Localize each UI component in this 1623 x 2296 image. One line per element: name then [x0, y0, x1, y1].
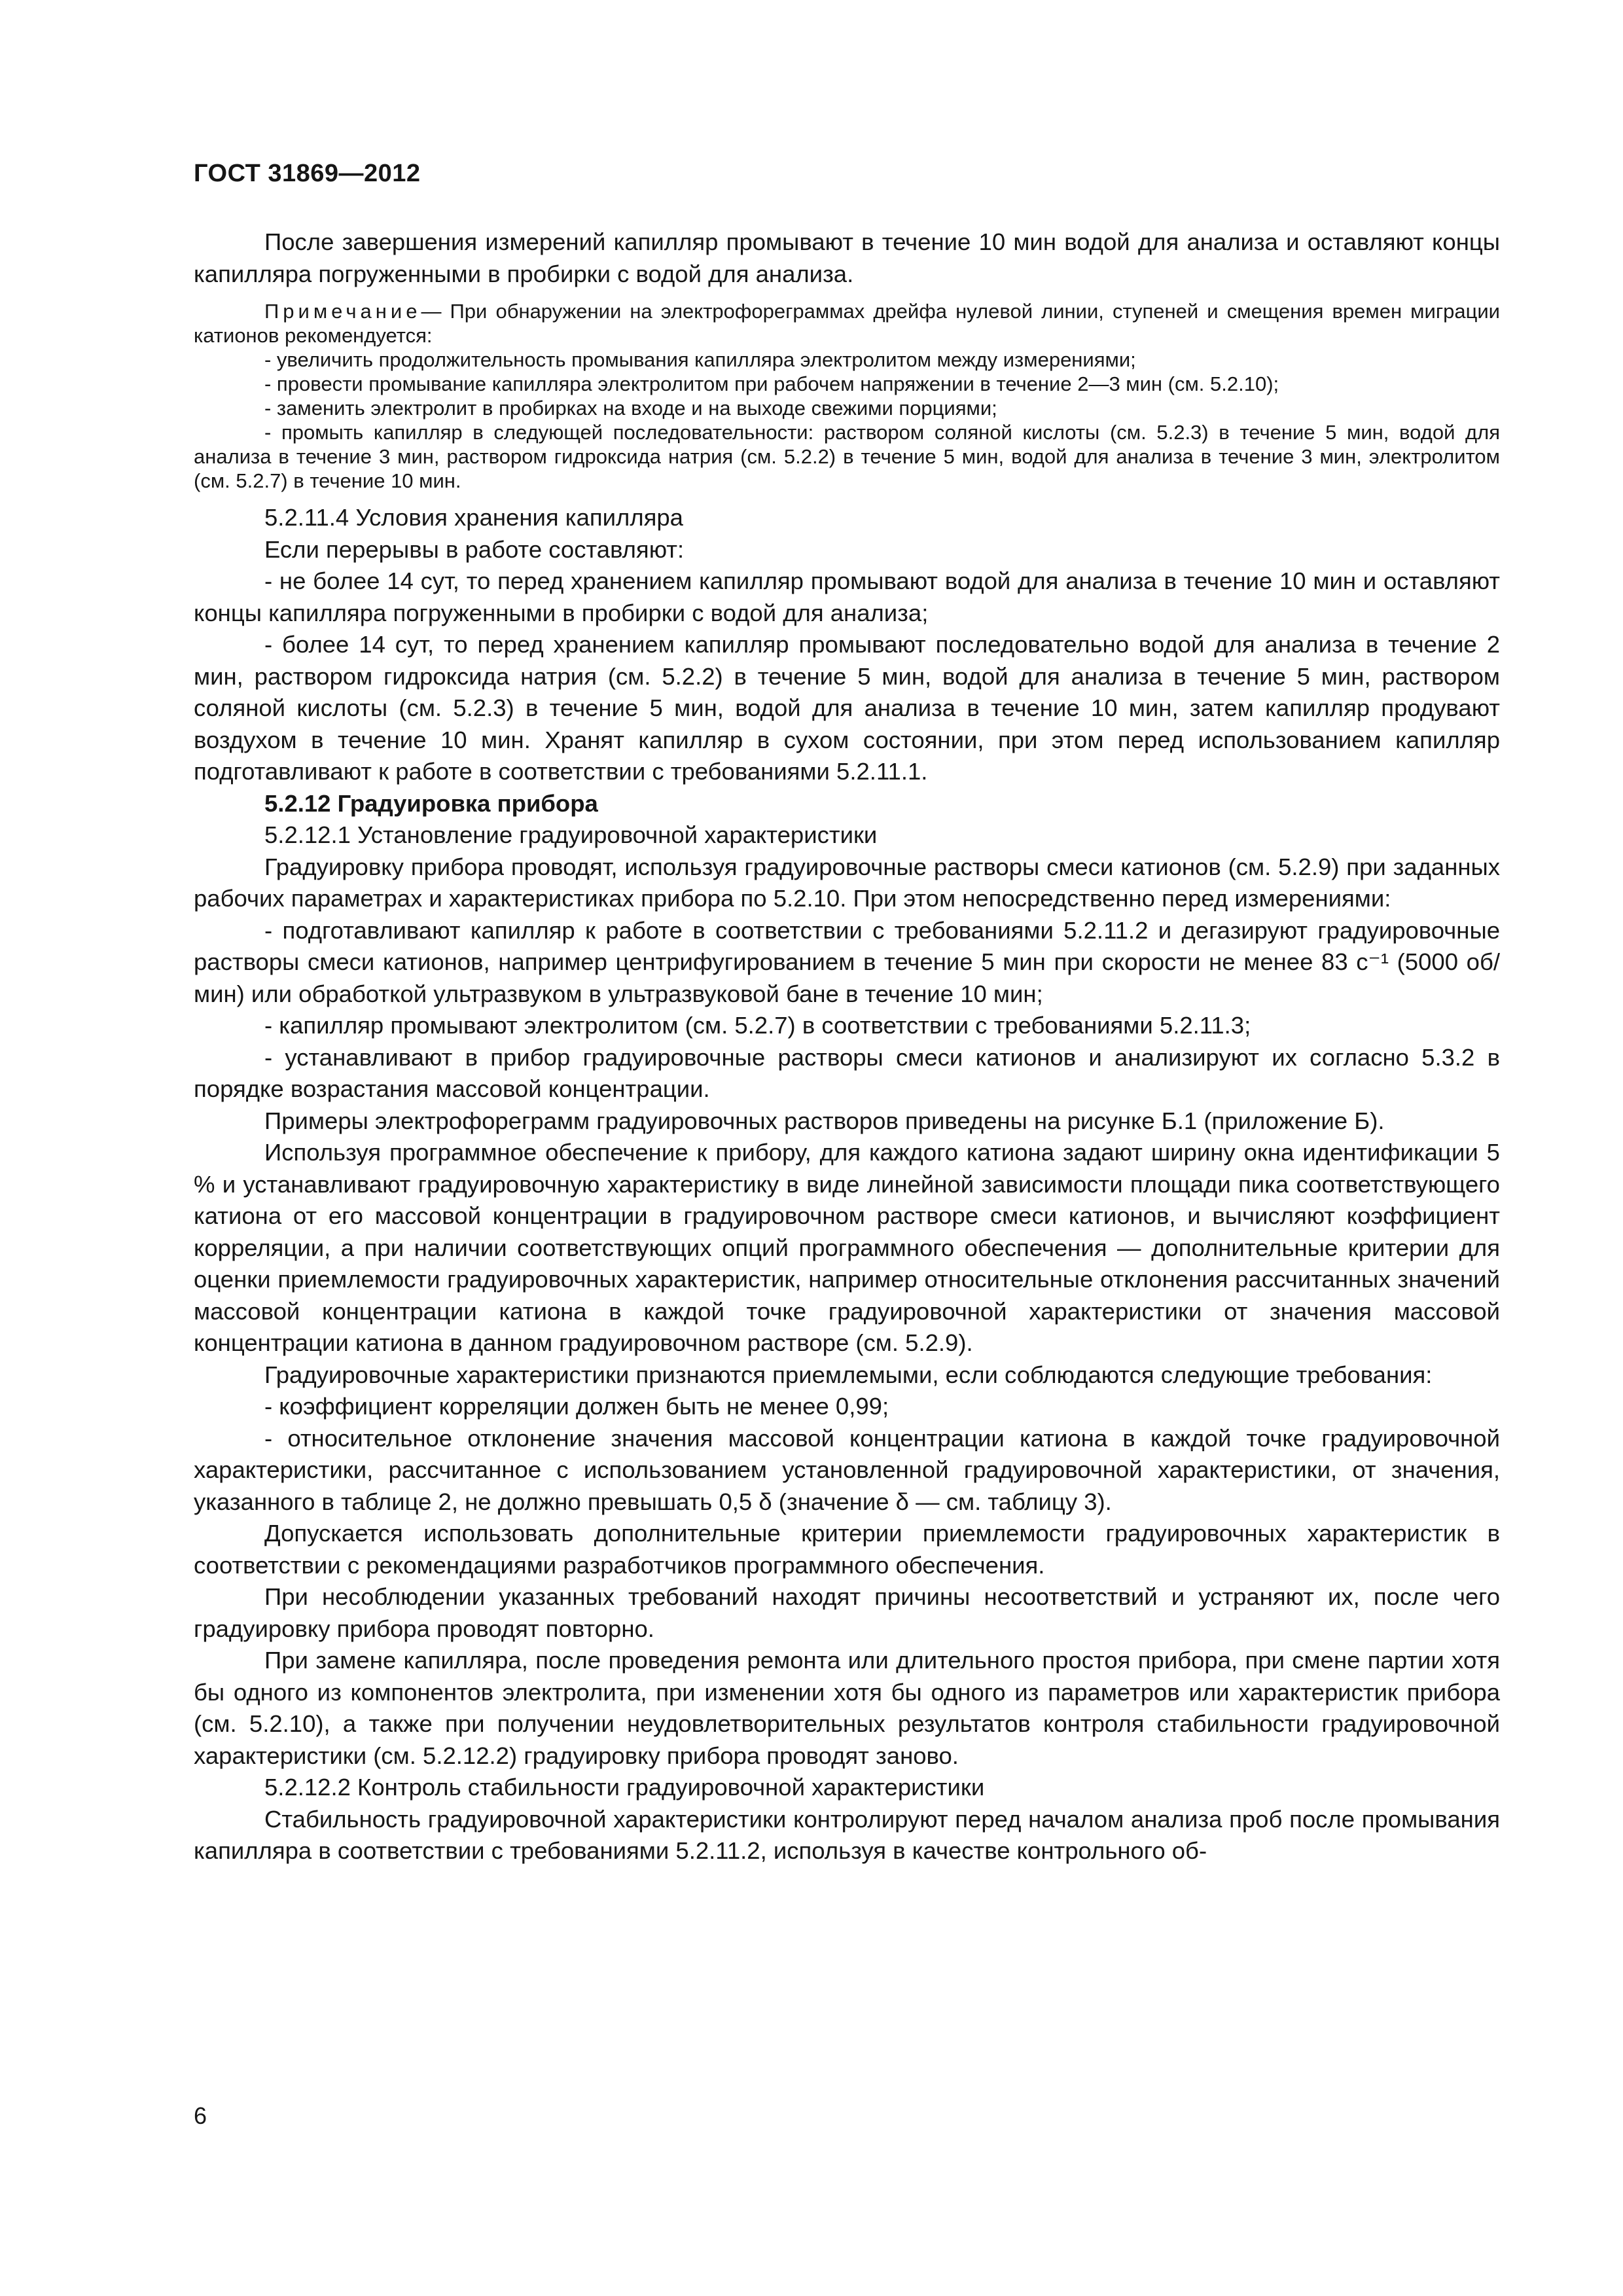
- paragraph: Допускается использовать дополнительные критерии приемлемости градуировочных характеристик в соответствии с рекомендациями разработчиков программного обеспечения.: [194, 1520, 1500, 1579]
- paragraph: Если перерывы в работе составляют:: [264, 535, 685, 563]
- paragraph: После завершения измерений капилляр промывают в течение 10 мин водой для анализа и оставляют концы капилляра погруженными в пробирки с водой для анализа.: [194, 228, 1500, 287]
- paragraph: - подготавливают капилляр к работе в соответствии с требованиями 5.2.11.2 и дегазируют градуировочные растворы смеси катионов, например центрифугированием в течение 5 мин при скорости не менее 83 с⁻¹ (5000 об/мин) или обработкой ультразвуком в ультразвуковой бане в течение 10 мин;: [194, 916, 1500, 1007]
- note-item: - увеличить продолжительность промывания капилляра электролитом между измерениями;: [264, 348, 1136, 371]
- paragraph: - не более 14 сут, то перед хранением капилляр промывают водой для анализа в течение 10 мин и оставляют концы капилляра погруженными в пробирки с водой для анализа;: [194, 567, 1500, 626]
- note-item: - провести промывание капилляра электролитом при рабочем напряжении в течение 2—3 мин (см. 5.2.10);: [264, 372, 1279, 395]
- note-block: [194, 299, 1500, 493]
- paragraph: - устанавливают в прибор градуировочные растворы смеси катионов и анализируют их согласно 5.3.2 в порядке возрастания массовой концентрации.: [194, 1043, 1500, 1102]
- paragraph: Стабильность градуировочной характеристики контролируют перед началом анализа проб после промывания капилляра в соответствии с требованиями 5.2.11.2, используя в качестве контрольного об-: [194, 1805, 1500, 1864]
- paragraph: - относительное отклонение значения массовой концентрации катиона в каждой точке градуировочной характеристики, рассчитанное с использованием установленной градуировочной характеристики, от значения, указанного в таблице 2, не должно превышать 0,5 δ (значение δ — см. таблицу 3).: [194, 1424, 1500, 1515]
- paragraph: Примеры электрофореграмм градуировочных растворов приведены на рисунке Б.1 (приложение Б).: [264, 1107, 1385, 1134]
- paragraph: Используя программное обеспечение к прибору, для каждого катиона задают ширину окна идентификации 5 % и устанавливают градуировочную характеристику в виде линейной зависимости площади пика соответствующего катиона от его массовой концентрации в градуировочном растворе смеси катионов, и вычисляют коэффициент корреляции, а при наличии соответствующих опций программного обеспечения — дополнительные критерии для оценки приемлемости градуировочных характеристик, например относительные отклонения рассчитанных значений массовой концентрации катиона в каждой точке градуировочной характеристики от значения массовой концентрации катиона в данном градуировочном растворе (см. 5.2.9).: [194, 1139, 1500, 1356]
- paragraph: - капилляр промывают электролитом (см. 5.2.7) в соответствии с требованиями 5.2.11.3;: [264, 1012, 1251, 1039]
- note-intro-text: — При обнаружении на электрофореграммах дрейфа нулевой линии, ступеней и смещения времен миграции катионов рекомендуется:: [194, 300, 1500, 347]
- paragraph: - более 14 сут, то перед хранением капилляр промывают последовательно водой для анализа в течение 2 мин, раствором гидроксида натрия (см. 5.2.2) в течение 5 мин, водой для анализа в течение 5 мин, раствором соляной кислоты (см. 5.2.3) в течение 5 мин, водой для анализа в течение 10 мин, затем капилляр продувают воздухом в течение 10 мин. Хранят капилляр в сухом состоянии, при этом перед использованием капилляр подготавливают к работе в соответствии с требованиями 5.2.11.1.: [194, 631, 1500, 785]
- paragraph: Градуировку прибора проводят, используя градуировочные растворы смеси катионов (см. 5.2.9) при заданных рабочих параметрах и характеристиках прибора по 5.2.10. При этом непосредственно перед измерениями:: [194, 853, 1500, 912]
- note-intro: [194, 299, 1500, 348]
- document-code: ГОСТ 31869—2012: [194, 160, 421, 187]
- section-title: 5.2.12.1 Установление градуировочной характеристики: [264, 821, 878, 848]
- paragraph: Градуировочные характеристики признаются приемлемыми, если соблюдаются следующие требования:: [264, 1361, 1433, 1388]
- paragraph: - коэффициент корреляции должен быть не менее 0,99;: [264, 1393, 889, 1420]
- paragraph: При несоблюдении указанных требований находят причины несоответствий и устраняют их, после чего градуировку прибора проводят повторно.: [194, 1583, 1500, 1642]
- note-item: - заменить электролит в пробирках на входе и на выходе свежими порциями;: [264, 397, 997, 420]
- section-heading: 5.2.12 Градуировка прибора: [264, 789, 598, 817]
- note-item: - промыть капилляр в следующей последовательности: раствором соляной кислоты (см. 5.2.3) в течение 5 мин, водой для анализа в течение 3 мин, раствором гидроксида натрия (см. 5.2.2) в течение 5 мин, водой для анализа в течение 3 мин, электролитом (см. 5.2.7) в течение 10 мин.: [194, 421, 1500, 492]
- page-number: 6: [194, 2102, 207, 2129]
- section-title: 5.2.12.2 Контроль стабильности градуировочной характеристики: [264, 1774, 985, 1801]
- paragraph: При замене капилляра, после проведения ремонта или длительного простоя прибора, при смене партии хотя бы одного из компонентов электролита, при изменении хотя бы одного из параметров или характеристик прибора (см. 5.2.10), а также при получении неудовлетворительных результатов контроля стабильности градуировочной характеристики (см. 5.2.12.2) градуировку прибора проводят заново.: [194, 1647, 1500, 1769]
- section-title: 5.2.11.4 Условия хранения капилляра: [264, 504, 683, 531]
- document-body: [194, 226, 1500, 1867]
- note-label: Примечание: [264, 300, 421, 323]
